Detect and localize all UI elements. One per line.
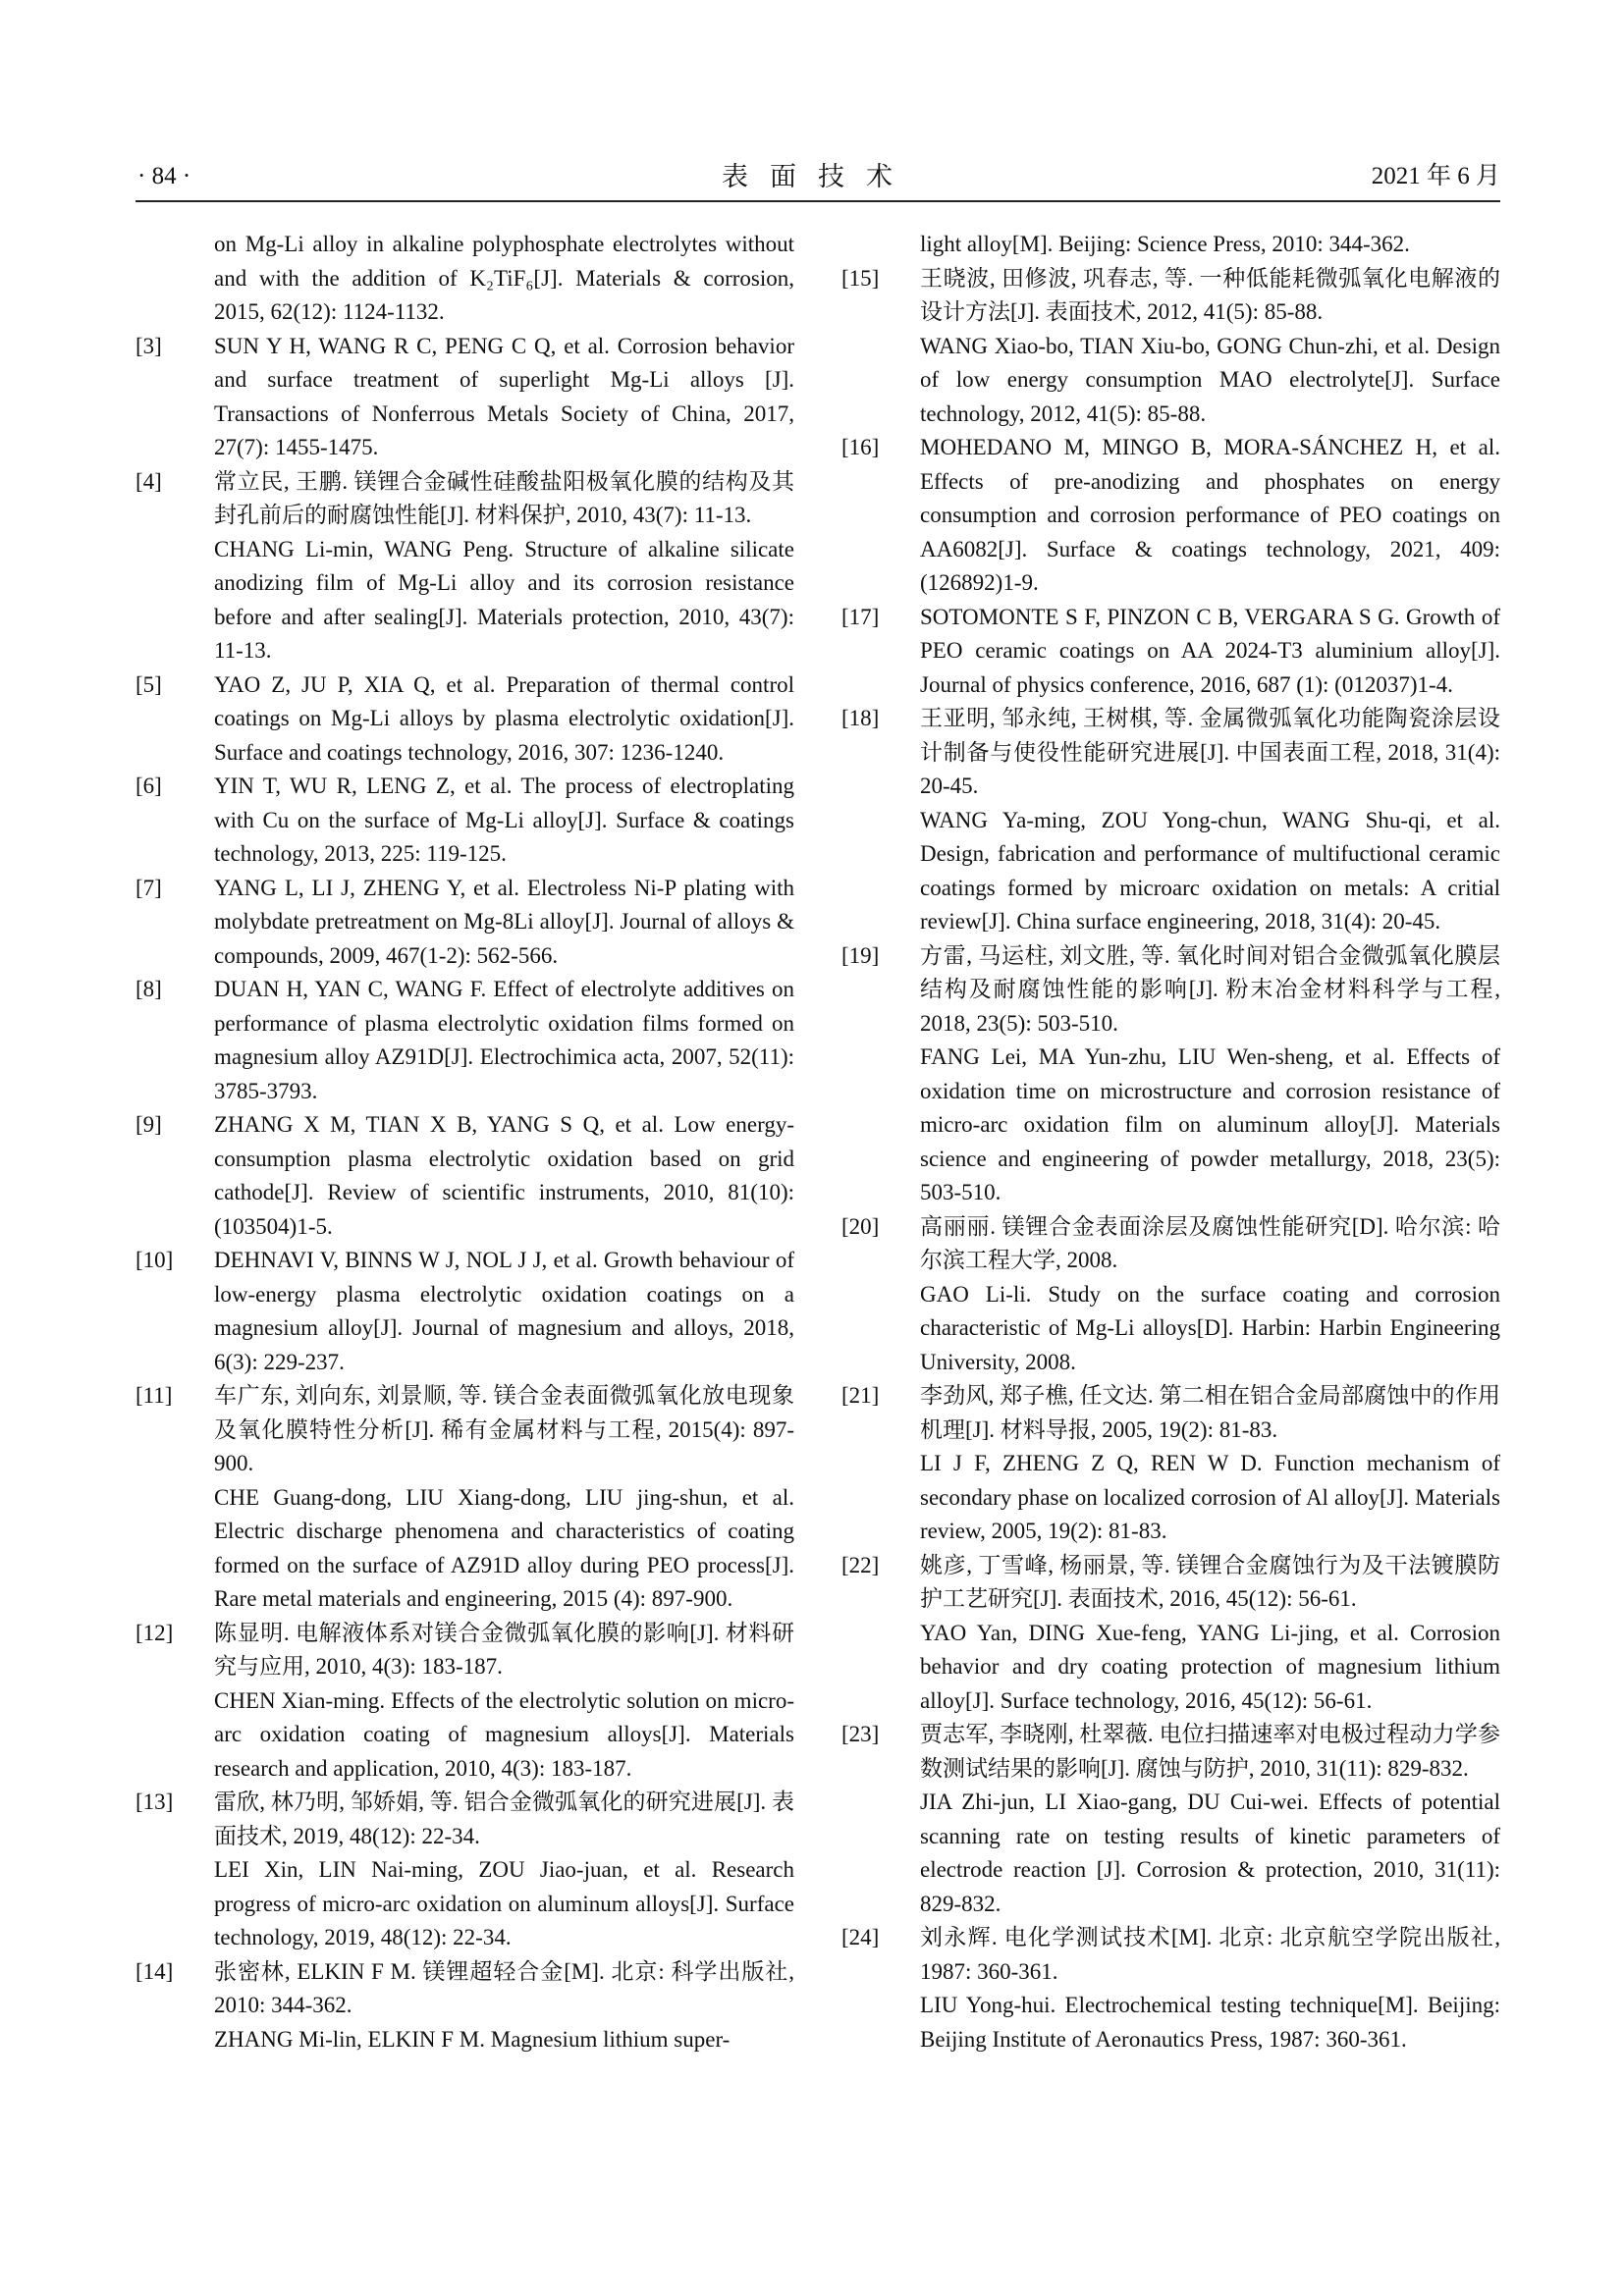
reference-text: YAO Yan, DING Xue-feng, YANG Li-jing, et al. Corrosion behavior and dry coating protection of magnesium lithium alloy[J]. Surface technology, 2016, 45(12): 56-61.	[920, 1620, 1500, 1713]
reference-number: [23]	[841, 1722, 880, 1746]
running-header	[135, 157, 1500, 196]
reference-entry	[135, 1786, 794, 1955]
reference-text: light alloy[M]. Beijing: Science Press, 2010: 344-362.	[920, 232, 1410, 256]
reference-entry	[135, 668, 794, 771]
reference-text: 车广东, 刘向东, 刘景顺, 等. 镁合金表面微弧氧化放电现象及氧化膜特性分析[J]. 稀有金属材料与工程, 2015(4): 897-900.	[214, 1383, 794, 1475]
reference-entry	[841, 601, 1500, 703]
reference-text: 姚彦, 丁雪峰, 杨丽景, 等. 镁锂合金腐蚀行为及干法镀膜防护工艺研究[J]. 表面技术, 2016, 45(12): 56-61.	[920, 1552, 1500, 1611]
page-number: · 84 ·	[137, 163, 191, 189]
reference-entry	[841, 1549, 1500, 1719]
reference-text: FANG Lei, MA Yun-zhu, LIU Wen-sheng, et al. Effects of oxidation time on microstructure and corrosion resistance of micro-arc oxidation film on aluminum alloy[J]. Materials science and engineering of powder metallurgy, 2018, 23(5): 503-510.	[920, 1044, 1500, 1204]
reference-text: SOTOMONTE S F, PINZON C B, VERGARA S G. Growth of PEO ceramic coatings on AA 2024-T3 aluminium alloy[J]. Journal of physics conference, 2016, 687 (1): (012037)1-4.	[920, 604, 1500, 697]
reference-body	[214, 1379, 794, 1617]
reference-body	[214, 770, 794, 872]
reference-text: YAO Z, JU P, XIA Q, et al. Preparation of thermal control coatings on Mg-Li alloys by plasma electrolytic oxidation[J]. Surface and coatings technology, 2016, 307: 1236-1240.	[214, 671, 794, 765]
reference-entry	[135, 330, 794, 465]
reference-text: CHE Guang-dong, LIU Xiang-dong, LIU jing-shun, et al. Electric discharge phenomena and characteristics of coating formed on the surface of AZ91D alloy during PEO process[J]. Rare metal materials and engineering, 2015 (4): 897-900.	[214, 1484, 794, 1611]
reference-number: [18]	[841, 706, 880, 730]
reference-text: CHANG Li-min, WANG Peng. Structure of alkaline silicate anodizing film of Mg-Li alloy and its corrosion resistance before and after sealing[J]. Materials protection, 2010, 43(7): 11-13.	[214, 536, 794, 663]
reference-text: 方雷, 马运柱, 刘文胜, 等. 氧化时间对铝合金微弧氧化膜层结构及耐腐蚀性能的影响[J]. 粉末冶金材料科学与工程, 2018, 23(5): 503-510.	[920, 942, 1500, 1036]
reference-text: 常立民, 王鹏. 镁锂合金碱性硅酸盐阳极氧化膜的结构及其封孔前后的耐腐蚀性能[J]. 材料保护, 2010, 43(7): 11-13.	[214, 468, 794, 527]
reference-text: LI J F, ZHENG Z Q, REN W D. Function mechanism of secondary phase on localized corrosion of Al alloy[J]. Materials review, 2005, 19(2): 81-83.	[920, 1451, 1500, 1543]
reference-number: [6]	[135, 774, 162, 798]
reference-number: [10]	[135, 1248, 174, 1272]
reference-body	[214, 973, 794, 1108]
reference-text: JIA Zhi-jun, LI Xiao-gang, DU Cui-wei. Effects of potential scanning rate on testing results of kinetic parameters of electrode reaction [J]. Corrosion & protection, 2010, 31(11): 829-832.	[920, 1789, 1500, 1916]
right-column	[841, 228, 1500, 2056]
reference-text: YANG L, LI J, ZHENG Y, et al. Electroless Ni-P plating with molybdate pretreatment on Mg-8Li alloy[J]. Journal of alloys & compounds, 2009, 467(1-2): 562-566.	[214, 875, 794, 968]
reference-number: [12]	[135, 1620, 174, 1645]
reference-number: [11]	[135, 1383, 173, 1408]
reference-text: 张密林, ELKIN F M. 镁锂超轻合金[M]. 北京: 科学出版社, 2010: 344-362.	[214, 1958, 794, 2017]
reference-body	[920, 1210, 1500, 1380]
reference-entry	[135, 973, 794, 1108]
reference-text: on Mg-Li alloy in alkaline polyphosphate electrolytes without and with the addition of K₂TiF₆[J]. Materials & corrosion, 2015, 62(12): 1124-1132.	[214, 232, 794, 324]
journal-title: 表面技术	[722, 162, 914, 191]
reference-text: SUN Y H, WANG R C, PENG C Q, et al. Corrosion behavior and surface treatment of superlight Mg-Li alloys [J]. Transactions of Nonferrous Metals Society of China, 2017, 27(7): 1455-1475.	[214, 333, 794, 459]
reference-number: [14]	[135, 1958, 174, 1984]
reference-entry	[135, 770, 794, 872]
reference-body	[920, 1549, 1500, 1719]
reference-text: 雷欣, 林乃明, 邹娇娟, 等. 铝合金微弧氧化的研究进展[J]. 表面技术, 2019, 48(12): 22-34.	[214, 1789, 794, 1848]
reference-number: [19]	[841, 942, 880, 968]
reference-entry	[135, 1108, 794, 1244]
reference-text: YIN T, WU R, LENG Z, et al. The process of electroplating with Cu on the surface of Mg-Li alloy[J]. Surface & coatings technology, 2013, 225: 119-125.	[214, 774, 794, 866]
reference-text: WANG Xiao-bo, TIAN Xiu-bo, GONG Chun-zhi, et al. Design of low energy consumption MAO electrolyte[J]. Surface technology, 2012, 41(5): 85-88.	[920, 333, 1500, 426]
reference-text: 王亚明, 邹永纯, 王树棋, 等. 金属微弧氧化功能陶瓷涂层设计制备与使役性能研究进展[J]. 中国表面工程, 2018, 31(4): 20-45.	[920, 706, 1500, 798]
reference-list	[841, 262, 1500, 2057]
reference-body	[920, 702, 1500, 939]
reference-entry	[841, 1921, 1500, 2056]
reference-text: 王晓波, 田修波, 巩春志, 等. 一种低能耗微弧氧化电解液的设计方法[J]. 表面技术, 2012, 41(5): 85-88.	[920, 265, 1500, 324]
reference-body	[920, 431, 1500, 601]
reference-number: [8]	[135, 977, 162, 1001]
reference-text: GAO Li-li. Study on the surface coating and corrosion characteristic of Mg-Li alloys[D]. Harbin: Harbin Engineering University, 2008.	[920, 1281, 1500, 1374]
reference-text: ZHANG Mi-lin, ELKIN F M. Magnesium lithium super-	[214, 2026, 731, 2052]
reference-entry	[135, 1379, 794, 1617]
reference-body	[920, 1718, 1500, 1921]
reference-body	[214, 872, 794, 974]
reference-number: [21]	[841, 1383, 880, 1408]
reference-text: 贾志军, 李晓刚, 杜翠薇. 电位扫描速率对电极过程动力学参数测试结果的影响[J]. 腐蚀与防护, 2010, 31(11): 829-832.	[920, 1722, 1500, 1781]
reference-entry	[841, 431, 1500, 601]
reference-text: WANG Ya-ming, ZOU Yong-chun, WANG Shu-qi, et al. Design, fabrication and performance of multifuctional ceramic coatings formed by microarc oxidation on metals: A critial review[J]. China surface engineering, 2018, 31(4): 20-45.	[920, 807, 1500, 934]
reference-number: [7]	[135, 875, 162, 900]
reference-body	[214, 1786, 794, 1955]
reference-text: MOHEDANO M, MINGO B, MORA-SÁNCHEZ H, et al. Effects of pre-anodizing and phosphates on energy consumption and corrosion performance of PEO coatings on AA6082[J]. Surface & coatings technology, 2021, 409: (126892)1-9.	[920, 435, 1500, 595]
reference-text: DUAN H, YAN C, WANG F. Effect of electrolyte additives on performance of plasma electrolytic oxidation films formed on magnesium alloy AZ91D[J]. Electrochimica acta, 2007, 52(11): 3785-3793.	[214, 977, 794, 1103]
reference-entry	[841, 1210, 1500, 1380]
reference-body	[920, 939, 1500, 1210]
reference-entry	[841, 702, 1500, 939]
reference-entry	[841, 262, 1500, 432]
reference-entry	[841, 939, 1500, 1210]
reference-text: CHEN Xian-ming. Effects of the electrolytic solution on micro-arc oxidation coating of magnesium alloys[J]. Materials research and application, 2010, 4(3): 183-187.	[214, 1687, 794, 1781]
reference-body	[214, 465, 794, 668]
reference-text: 陈显明. 电解液体系对镁合金微弧氧化膜的影响[J]. 材料研究与应用, 2010, 4(3): 183-187.	[214, 1620, 794, 1679]
reference-number: [22]	[841, 1552, 880, 1577]
reference-continuation	[841, 228, 1500, 262]
reference-entry	[135, 1244, 794, 1379]
reference-entry	[841, 1379, 1500, 1549]
reference-body	[920, 601, 1500, 703]
reference-number: [20]	[841, 1213, 880, 1239]
reference-body	[214, 1617, 794, 1787]
reference-text: LIU Yong-hui. Electrochemical testing technique[M]. Beijing: Beijing Institute of Aeronautics Press, 1987: 360-361.	[920, 1993, 1500, 2052]
reference-continuation	[135, 228, 794, 330]
reference-number: [15]	[841, 265, 880, 291]
reference-number: [9]	[135, 1112, 162, 1137]
issue-date: 2021 年 6 月	[1371, 163, 1500, 189]
reference-text: DEHNAVI V, BINNS W J, NOL J J, et al. Growth behaviour of low-energy plasma electrolytic oxidation coatings on a magnesium alloy[J]. Journal of magnesium and alloys, 2018, 6(3): 229-237.	[214, 1248, 794, 1374]
reference-number: [16]	[841, 435, 880, 459]
reference-text: ZHANG X M, TIAN X B, YANG S Q, et al. Low energy-consumption plasma electrolytic oxidation based on grid cathode[J]. Review of scientific instruments, 2010, 81(10): (103504)1-5.	[214, 1112, 794, 1239]
reference-entry	[135, 1955, 794, 2057]
reference-body	[214, 330, 794, 465]
reference-entry	[135, 465, 794, 668]
reference-body	[920, 1921, 1500, 2056]
reference-entry	[135, 872, 794, 974]
reference-body	[920, 262, 1500, 432]
reference-number: [17]	[841, 604, 880, 629]
reference-body	[214, 1108, 794, 1244]
reference-entry	[135, 1617, 794, 1787]
reference-body	[920, 1379, 1500, 1549]
reference-list	[135, 330, 794, 2057]
reference-text: LEI Xin, LIN Nai-ming, ZOU Jiao-juan, et al. Research progress of micro-arc oxidation on aluminum alloys[J]. Surface technology, 2019, 48(12): 22-34.	[214, 1857, 794, 1949]
reference-body	[214, 1955, 794, 2057]
reference-text: 李劲风, 郑子樵, 任文达. 第二相在铝合金局部腐蚀中的作用机理[J]. 材料导报, 2005, 19(2): 81-83.	[920, 1383, 1500, 1442]
reference-number: [3]	[135, 333, 162, 358]
reference-number: [5]	[135, 671, 162, 697]
reference-number: [13]	[135, 1789, 174, 1814]
reference-body	[214, 1244, 794, 1379]
reference-body	[214, 668, 794, 771]
reference-number: [4]	[135, 468, 162, 494]
header-rule	[135, 200, 1500, 202]
reference-text: 高丽丽. 镁锂合金表面涂层及腐蚀性能研究[D]. 哈尔滨: 哈尔滨工程大学, 2008.	[920, 1213, 1500, 1272]
reference-entry	[841, 1718, 1500, 1921]
reference-text: 刘永辉. 电化学测试技术[M]. 北京: 北京航空学院出版社, 1987: 360-361.	[920, 1925, 1500, 1984]
left-column	[135, 228, 794, 2056]
reference-number: [24]	[841, 1925, 880, 1949]
